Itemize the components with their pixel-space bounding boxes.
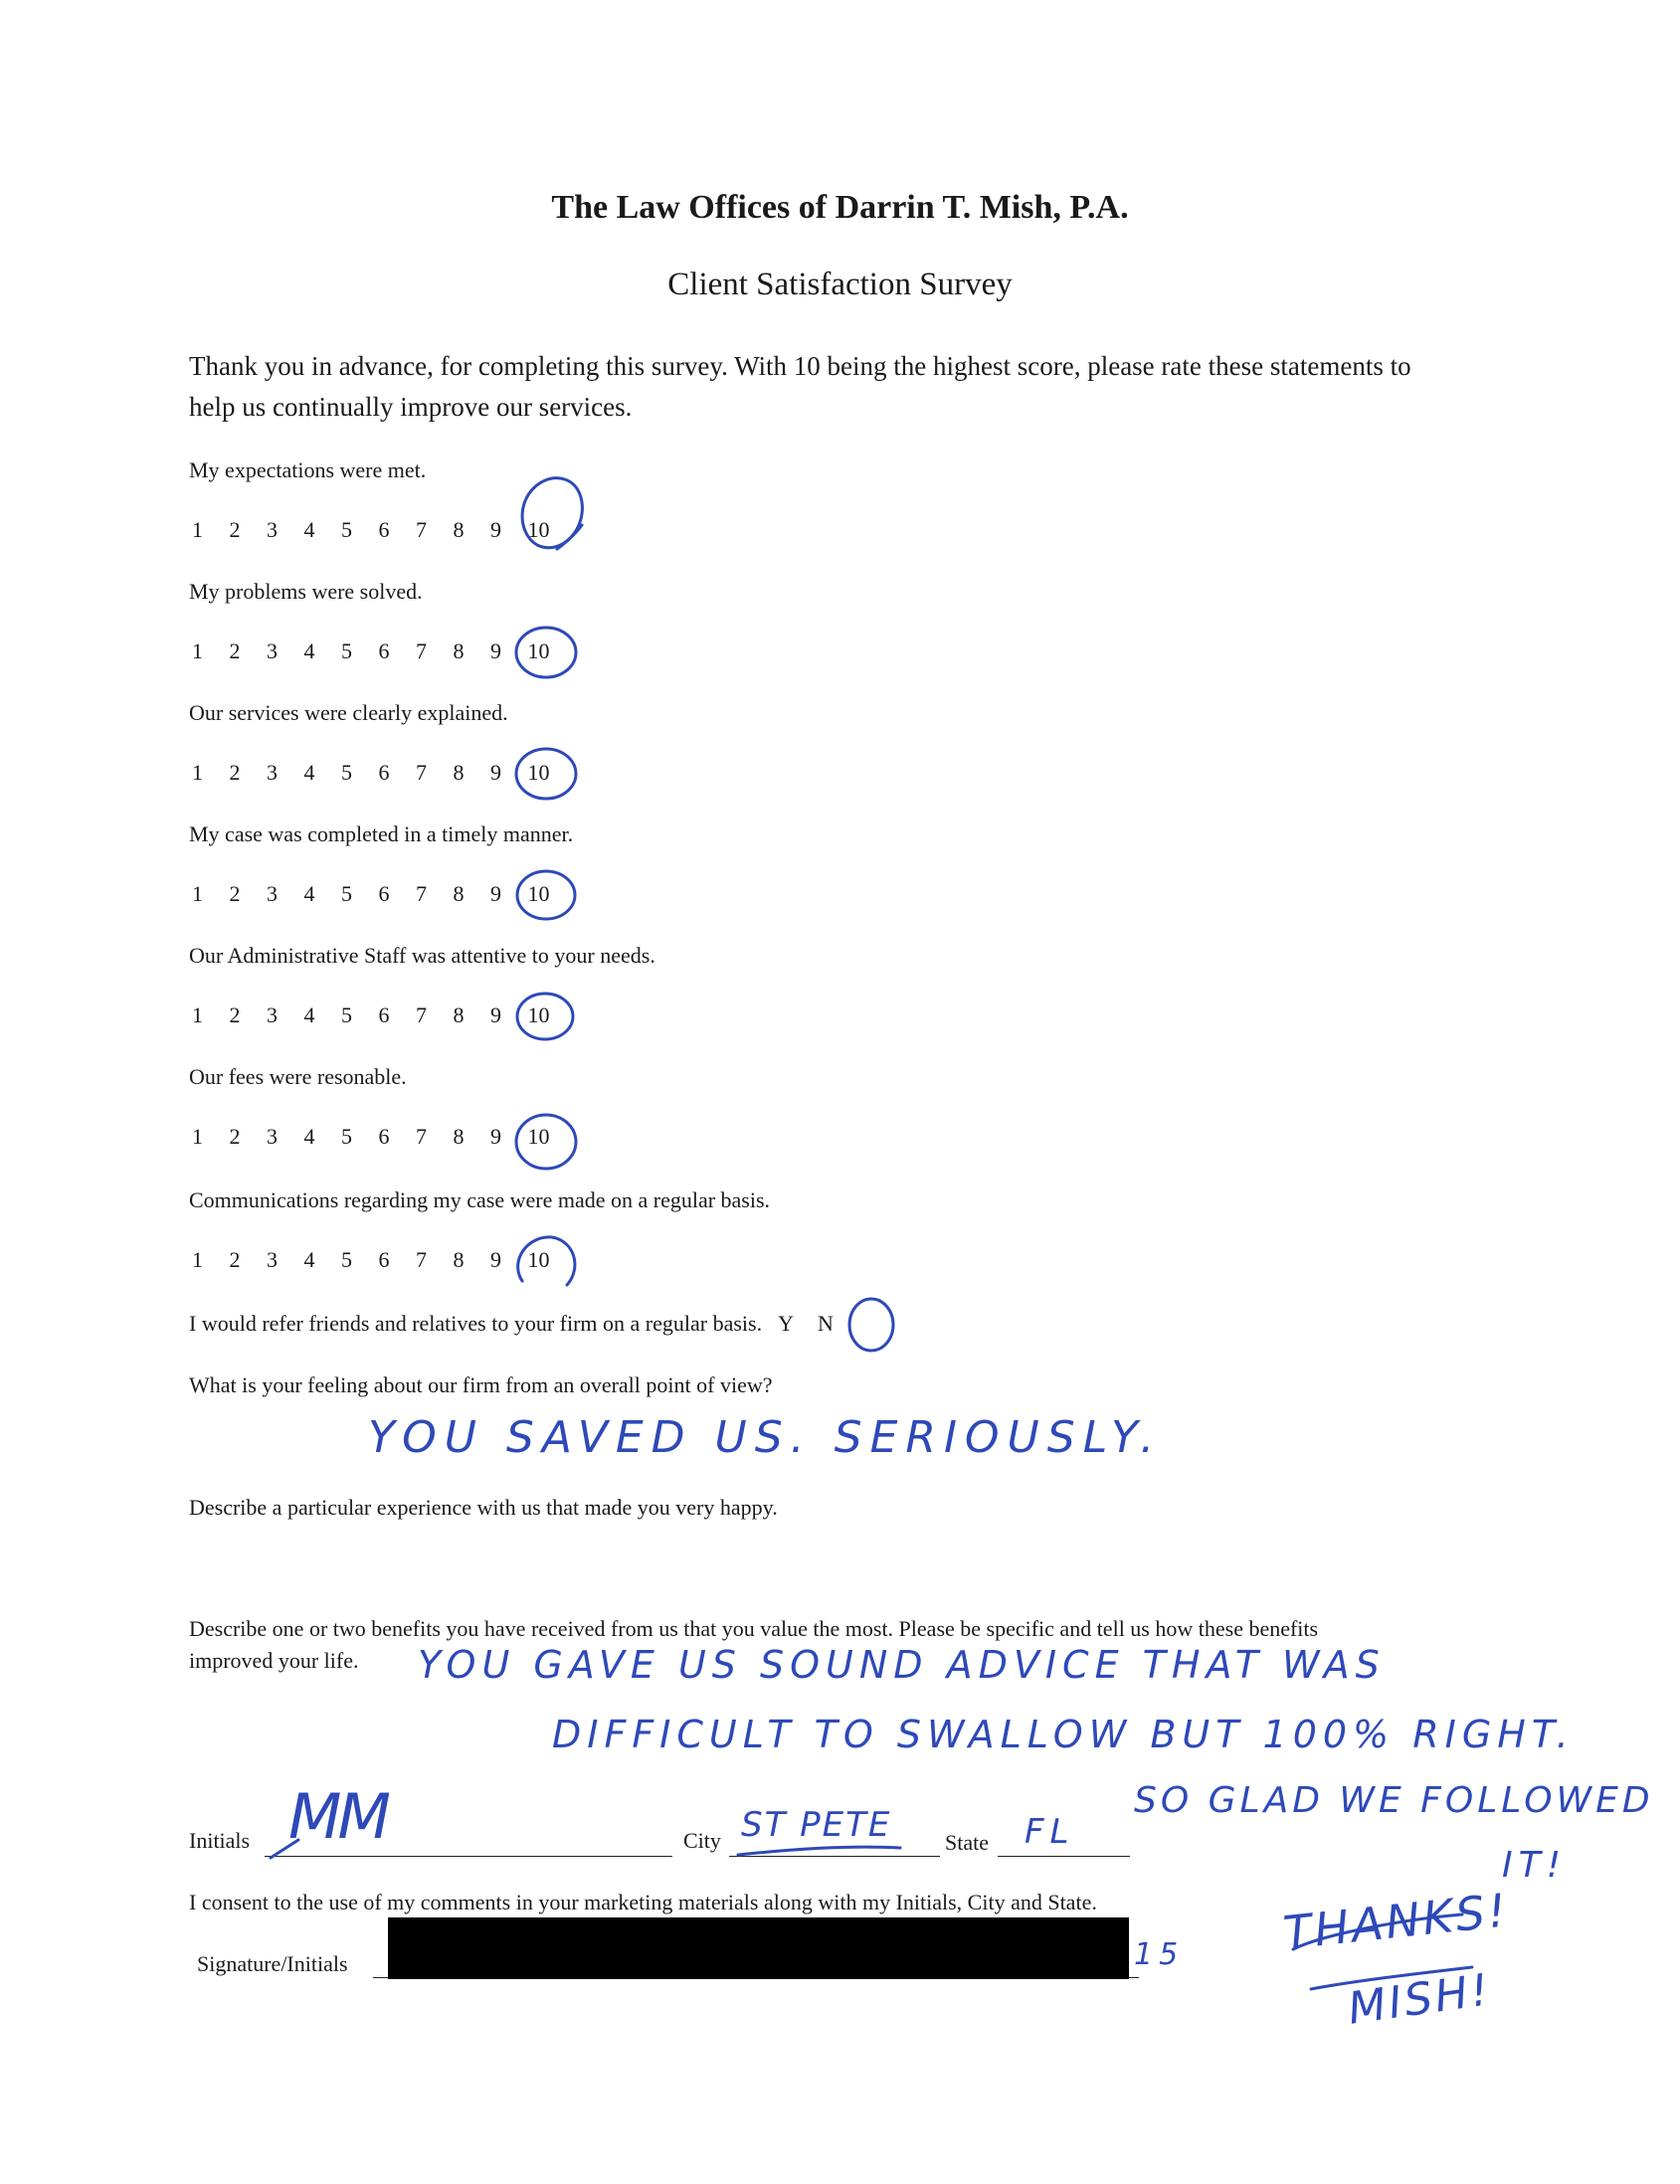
scale-option[interactable]: 2: [229, 517, 241, 542]
initials-field-line[interactable]: [265, 1856, 672, 1857]
scale-option[interactable]: 7: [416, 881, 427, 906]
question-3-text: Our services were clearly explained.: [189, 700, 508, 725]
scale-option[interactable]: 4: [303, 760, 315, 785]
experience-question: Describe a particular experience with us that made you very happy.: [189, 1495, 778, 1520]
scale-option[interactable]: 4: [303, 638, 315, 663]
scale-option-selected[interactable]: 10: [527, 1124, 550, 1149]
scale-option[interactable]: 4: [303, 1002, 315, 1027]
scale-option[interactable]: 9: [490, 1247, 501, 1272]
scale-option[interactable]: 3: [267, 638, 278, 663]
scale-option[interactable]: 3: [267, 1002, 278, 1027]
signature-label: Signature/Initials: [197, 1951, 348, 1976]
scale-option[interactable]: 1: [192, 760, 203, 785]
scale-option[interactable]: 9: [490, 1124, 501, 1149]
firm-title: The Law Offices of Darrin T. Mish, P.A.: [551, 189, 1129, 226]
scale-option[interactable]: 4: [303, 517, 315, 542]
initials-label: Initials: [189, 1828, 251, 1853]
scale-option[interactable]: 9: [490, 760, 501, 785]
circle-mark: [849, 1299, 893, 1351]
scale-option[interactable]: 9: [490, 881, 501, 906]
scale-option[interactable]: 6: [378, 1002, 390, 1027]
state-value[interactable]: FL: [1025, 1812, 1075, 1852]
question-2-text: My problems were solved.: [189, 579, 423, 604]
scale-option-selected[interactable]: 10: [527, 1247, 550, 1272]
scale-option[interactable]: 3: [267, 760, 278, 785]
scale-option[interactable]: 7: [416, 760, 427, 785]
scale-option-selected[interactable]: 10: [527, 517, 550, 542]
city-underline-mark: [738, 1847, 900, 1855]
intro-text: Thank you in advance, for completing this survey. With 10 being the highest score, please rate these statements to help us continually improve our services.: [189, 351, 1411, 422]
scale-option[interactable]: 4: [303, 1247, 315, 1272]
state-field-line[interactable]: [998, 1856, 1130, 1857]
scale-option[interactable]: 1: [192, 881, 203, 906]
scale-option[interactable]: 1: [192, 1247, 203, 1272]
city-label: City: [683, 1828, 721, 1853]
benefits-answer-line1[interactable]: YOU GAVE US SOUND ADVICE THAT WAS: [418, 1643, 1386, 1687]
scale-option[interactable]: 1: [192, 1002, 203, 1027]
scale-option[interactable]: 6: [378, 881, 390, 906]
survey-subtitle: Client Satisfaction Survey: [667, 267, 1013, 302]
scale-option[interactable]: 7: [416, 638, 427, 663]
scale-option[interactable]: 6: [378, 1247, 390, 1272]
scale-option[interactable]: 8: [453, 638, 465, 663]
state-label: State: [945, 1830, 989, 1855]
city-value[interactable]: ST PETE: [741, 1805, 892, 1845]
question-2-scale: [192, 638, 565, 664]
scale-option[interactable]: 1: [192, 517, 203, 542]
refer-no-option[interactable]: N: [817, 1311, 834, 1336]
initials-value[interactable]: MM: [288, 1780, 387, 1853]
scale-option[interactable]: 8: [453, 1124, 465, 1149]
scale-option[interactable]: 6: [378, 638, 390, 663]
scale-option[interactable]: 5: [341, 881, 352, 906]
question-4-text: My case was completed in a timely manner.: [189, 821, 574, 846]
closing-note-signoff: MISH!: [1345, 1964, 1495, 2035]
scale-option[interactable]: 5: [341, 1247, 352, 1272]
scale-option[interactable]: 1: [192, 1124, 203, 1149]
scale-option[interactable]: 7: [416, 1124, 427, 1149]
scale-option[interactable]: 3: [267, 1247, 278, 1272]
scale-option[interactable]: 7: [416, 1002, 427, 1027]
scale-option[interactable]: 5: [341, 517, 352, 542]
scale-option[interactable]: 5: [341, 1002, 352, 1027]
closing-note-thanks: THANKS!: [1280, 1883, 1512, 1960]
scale-option[interactable]: 1: [192, 638, 203, 663]
scale-option[interactable]: 8: [453, 1247, 465, 1272]
refer-question: [189, 1311, 834, 1337]
scale-option[interactable]: 7: [416, 517, 427, 542]
scale-option[interactable]: 8: [453, 881, 465, 906]
question-7-scale: [192, 1247, 565, 1273]
question-5-text: Our Administrative Staff was attentive to your needs.: [189, 943, 655, 968]
scale-option[interactable]: 3: [267, 517, 278, 542]
scale-option[interactable]: 9: [490, 1002, 501, 1027]
scale-option-selected[interactable]: 10: [527, 760, 550, 785]
benefits-answer-line2[interactable]: DIFFICULT TO SWALLOW BUT 100% RIGHT.: [552, 1713, 1575, 1756]
scale-option[interactable]: 8: [453, 517, 465, 542]
overall-answer[interactable]: YOU SAVED US. SERIOUSLY.: [368, 1412, 1163, 1463]
scale-option[interactable]: 2: [229, 638, 241, 663]
scale-option[interactable]: 3: [267, 1124, 278, 1149]
consent-text: I consent to the use of my comments in your marketing materials along with my Initials, City and State.: [189, 1890, 1097, 1914]
benefits-question-line1: Describe one or two benefits you have received from us that you value the most. Please be specific and tell us how these benefits: [189, 1616, 1319, 1641]
scale-option[interactable]: 6: [378, 1124, 390, 1149]
refer-yes-option[interactable]: Y: [778, 1311, 794, 1336]
scale-option[interactable]: 4: [303, 881, 315, 906]
scale-option-selected[interactable]: 10: [527, 638, 550, 663]
scale-option[interactable]: 5: [341, 760, 352, 785]
scale-option[interactable]: 3: [267, 881, 278, 906]
scale-option[interactable]: 2: [229, 1247, 241, 1272]
scale-option[interactable]: 5: [341, 1124, 352, 1149]
scale-option[interactable]: 9: [490, 638, 501, 663]
scale-option[interactable]: 2: [229, 1124, 241, 1149]
question-5-scale: [192, 1002, 565, 1028]
scale-option[interactable]: 2: [229, 881, 241, 906]
refer-question-text: I would refer friends and relatives to your firm on a regular basis.: [189, 1311, 763, 1336]
scale-option[interactable]: 8: [453, 760, 465, 785]
question-6-text: Our fees were resonable.: [189, 1064, 407, 1089]
scale-option[interactable]: 5: [341, 638, 352, 663]
scale-option[interactable]: 2: [229, 1002, 241, 1027]
scale-option-selected[interactable]: 10: [527, 1002, 550, 1027]
scale-option[interactable]: 4: [303, 1124, 315, 1149]
scale-option[interactable]: 6: [378, 517, 390, 542]
question-6-scale: [192, 1124, 565, 1150]
scale-option[interactable]: 8: [453, 1002, 465, 1027]
scale-option[interactable]: 2: [229, 760, 241, 785]
benefits-answer-line4[interactable]: IT!: [1502, 1845, 1568, 1886]
question-3-scale: [192, 760, 565, 786]
benefits-question-line2: improved your life.: [189, 1648, 359, 1673]
city-field-line[interactable]: [729, 1856, 940, 1857]
signature-date-fragment: 15: [1134, 1937, 1185, 1972]
scale-option[interactable]: 6: [378, 760, 390, 785]
question-1-text: My expectations were met.: [189, 457, 427, 482]
question-7-text: Communications regarding my case were made on a regular basis.: [189, 1187, 771, 1212]
scale-option[interactable]: 7: [416, 1247, 427, 1272]
scale-option[interactable]: 9: [490, 517, 501, 542]
question-4-scale: [192, 881, 565, 907]
redaction-bar: [388, 1917, 1129, 1979]
benefits-answer-line3[interactable]: SO GLAD WE FOLLOWED: [1134, 1780, 1654, 1821]
scale-option-selected[interactable]: 10: [527, 881, 550, 906]
question-1-scale: [192, 517, 565, 543]
overall-question: What is your feeling about our firm from an overall point of view?: [189, 1372, 773, 1397]
